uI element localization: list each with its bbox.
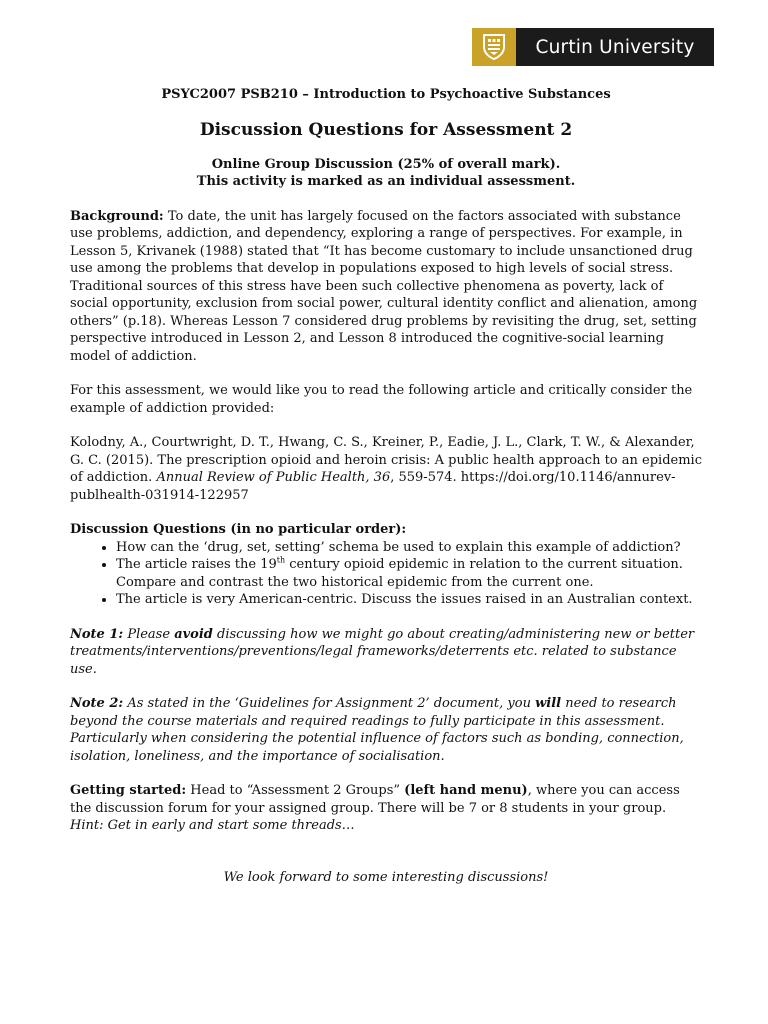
subtitle-line-2: This activity is marked as an individual assessment. <box>196 174 576 189</box>
background-label: Background: <box>70 208 164 224</box>
note-1-before: Please <box>123 626 175 642</box>
subtitle-block <box>70 156 702 191</box>
getting-started-hint: Hint: Get in early and start some threads… <box>70 818 355 833</box>
subtitle-line-1: Online Group Discussion (25% of overall mark). <box>211 156 561 172</box>
questions-list <box>70 539 702 609</box>
question-2-sup: th <box>276 555 286 565</box>
citation-journal: Annual Review of Public Health, 36 <box>156 470 391 485</box>
background-paragraph <box>70 208 702 366</box>
getting-started-text-1: Head to “Assessment 2 Groups” <box>186 783 405 798</box>
note-2-before: As stated in the ‘Guidelines for Assignment 2’ document, you <box>123 696 536 711</box>
question-2-after: century opioid epidemic in relation to the current situation. Compare and contrast the two historical epidemic from the current one. <box>116 557 683 590</box>
citation-paragraph <box>70 434 702 504</box>
citation-authors: Kolodny, A., Courtwright, D. T., Hwang, C. S., Kreiner, P., Eadie, J. L., Clark, T. W., & Alexander, G. C. (2015). The prescription opioid and heroin crisis: A public health approach to an epidemic of addiction. <box>70 435 702 485</box>
getting-started-text-2: , where you can access the discussion forum for your assigned group. There will be 7 or 8 students in your group. <box>70 783 680 816</box>
intro-paragraph: For this assessment, we would like you to read the following article and critically consider the example of addiction provided: <box>70 383 693 416</box>
note-1-paragraph <box>70 626 702 679</box>
question-item <box>116 556 702 591</box>
question-item: • How can the ‘drug, set, setting’ schema be used to explain this example of addiction? <box>116 539 702 557</box>
note-2-paragraph <box>70 695 702 765</box>
note-2-label: Note 2: <box>70 696 124 711</box>
getting-started-bold: (left hand menu) <box>404 783 528 798</box>
question-2-before: The article raises the 19 <box>116 557 277 572</box>
note-1-label: Note 1: <box>70 626 124 642</box>
question-item: • The article is very American-centric. Discuss the issues raised in an Australian context. <box>116 591 702 609</box>
curtin-logo <box>472 28 714 66</box>
background-text: To date, the unit has largely focused on the factors associated with substance use problems, addiction, and dependency, exploring a range of perspectives. For example, in Lesson 5, Krivanek (1988) stated that “It has become customary to include unsanctioned drug use among the problems that develop in populations exposed to high levels of social stress. Traditional sources of this stress have been such collective phenomena as poverty, lack of social opportunity, exclusion from social power, cultural identity conflict and alienation, among others” (p.18). Whereas Lesson 7 considered drug problems by revisiting the drug, set, setting perspective introduced in Lesson 2, and Lesson 8 introduced the cognitive-social learning model of addiction. <box>70 208 698 364</box>
course-title: PSYC2007 PSB210 – Introduction to Psychoactive Substances <box>161 87 611 102</box>
note-2-emphasis: will <box>535 696 562 711</box>
note-1-emphasis: avoid <box>174 626 213 642</box>
logo-text: Curtin University <box>535 36 695 58</box>
questions-heading-text: Discussion Questions (in no particular order): <box>70 522 407 537</box>
crest-icon <box>472 28 516 66</box>
document-body <box>70 86 702 886</box>
getting-started-paragraph <box>70 782 702 835</box>
citation-pages: , 559-574. https://doi.org/10.1146/annurev-publhealth-031914-122957 <box>70 470 676 503</box>
page-title: Discussion Questions for Assessment 2 <box>199 119 573 140</box>
questions-heading <box>70 521 702 539</box>
note-2-after: need to research beyond the course materials and required readings to fully participate in this assessment. Particularly when considering the potential influence of factors such as bonding, connection, isolation, loneliness, and the importance of socialisation. <box>70 696 684 764</box>
getting-started-label: Getting started: <box>70 783 187 798</box>
note-1-after: discussing how we might go about creating/administering new or better treatments/interventions/preventions/legal frameworks/deterrents etc. related to substance use. <box>70 626 695 677</box>
closing-line: We look forward to some interesting discussions! <box>223 869 549 885</box>
